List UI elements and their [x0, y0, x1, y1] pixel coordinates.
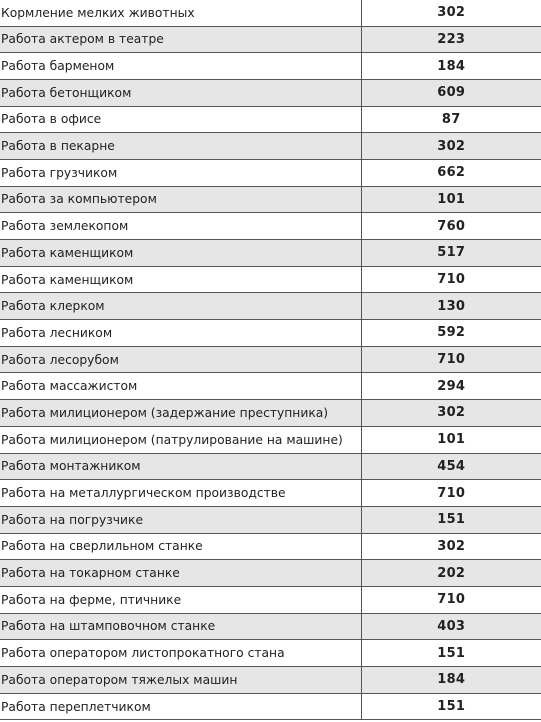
activity-cell: Работа милиционером (задержание преступника)	[0, 400, 361, 427]
table-row	[0, 26, 541, 53]
activity-cell: Работа за компьютером	[0, 186, 361, 213]
table-row	[0, 320, 541, 347]
table-row	[0, 453, 541, 480]
table-row	[0, 186, 541, 213]
value-cell: 151	[361, 640, 541, 667]
table-row	[0, 613, 541, 640]
activity-cell: Работа каменщиком	[0, 266, 361, 293]
table-row	[0, 667, 541, 694]
table-row	[0, 480, 541, 507]
table-row	[0, 640, 541, 667]
activity-cell: Работа лесорубом	[0, 346, 361, 373]
value-cell: 101	[361, 426, 541, 453]
value-cell: 710	[361, 266, 541, 293]
value-cell: 223	[361, 26, 541, 53]
activity-cell: Работа на ферме, птичнике	[0, 586, 361, 613]
activity-cell: Работа актером в театре	[0, 26, 361, 53]
value-cell: 184	[361, 667, 541, 694]
table-row	[0, 240, 541, 267]
value-cell: 760	[361, 213, 541, 240]
table-row	[0, 53, 541, 80]
activity-cell: Работа грузчиком	[0, 159, 361, 186]
activity-cell: Работа на погрузчике	[0, 506, 361, 533]
table-row	[0, 79, 541, 106]
activity-cell: Работа клерком	[0, 293, 361, 320]
activity-cell: Работа милиционером (патрулирование на машине)	[0, 426, 361, 453]
value-cell: 151	[361, 506, 541, 533]
table-row	[0, 133, 541, 160]
table-row	[0, 213, 541, 240]
value-cell: 592	[361, 320, 541, 347]
value-cell: 302	[361, 400, 541, 427]
activity-cell: Кормление мелких животных	[0, 0, 361, 26]
value-cell: 184	[361, 53, 541, 80]
table-row	[0, 426, 541, 453]
table-row	[0, 506, 541, 533]
value-cell: 202	[361, 560, 541, 587]
activity-cell: Работа оператором тяжелых машин	[0, 667, 361, 694]
activity-cell: Работа каменщиком	[0, 240, 361, 267]
value-cell: 710	[361, 346, 541, 373]
value-cell: 302	[361, 133, 541, 160]
activity-cell: Работа землекопом	[0, 213, 361, 240]
activity-cell: Работа на металлургическом производстве	[0, 480, 361, 507]
value-cell: 662	[361, 159, 541, 186]
value-cell: 710	[361, 586, 541, 613]
activity-cell: Работа в офисе	[0, 106, 361, 133]
table-row	[0, 293, 541, 320]
value-cell: 87	[361, 106, 541, 133]
value-cell: 403	[361, 613, 541, 640]
value-cell: 517	[361, 240, 541, 267]
table-row	[0, 400, 541, 427]
value-cell: 302	[361, 0, 541, 26]
value-cell: 302	[361, 533, 541, 560]
activity-cell: Работа на сверлильном станке	[0, 533, 361, 560]
value-cell: 130	[361, 293, 541, 320]
table-row	[0, 560, 541, 587]
activity-cell: Работа монтажником	[0, 453, 361, 480]
activity-cell: Работа на токарном станке	[0, 560, 361, 587]
activity-cell: Работа переплетчиком	[0, 693, 361, 720]
activity-cell: Работа бетонщиком	[0, 79, 361, 106]
activity-cell: Работа барменом	[0, 53, 361, 80]
activity-cell: Работа в пекарне	[0, 133, 361, 160]
table-row	[0, 373, 541, 400]
table-row	[0, 586, 541, 613]
table-row	[0, 533, 541, 560]
table-row	[0, 266, 541, 293]
value-cell: 454	[361, 453, 541, 480]
table-row	[0, 0, 541, 26]
table-row	[0, 159, 541, 186]
value-cell: 294	[361, 373, 541, 400]
table-row	[0, 106, 541, 133]
value-cell: 101	[361, 186, 541, 213]
activity-cell: Работа массажистом	[0, 373, 361, 400]
value-cell: 151	[361, 693, 541, 720]
value-cell: 609	[361, 79, 541, 106]
table-row	[0, 693, 541, 720]
activity-cell: Работа лесником	[0, 320, 361, 347]
activity-cell: Работа на штамповочном станке	[0, 613, 361, 640]
value-cell: 710	[361, 480, 541, 507]
table-row	[0, 346, 541, 373]
activity-cell: Работа оператором листопрокатного стана	[0, 640, 361, 667]
